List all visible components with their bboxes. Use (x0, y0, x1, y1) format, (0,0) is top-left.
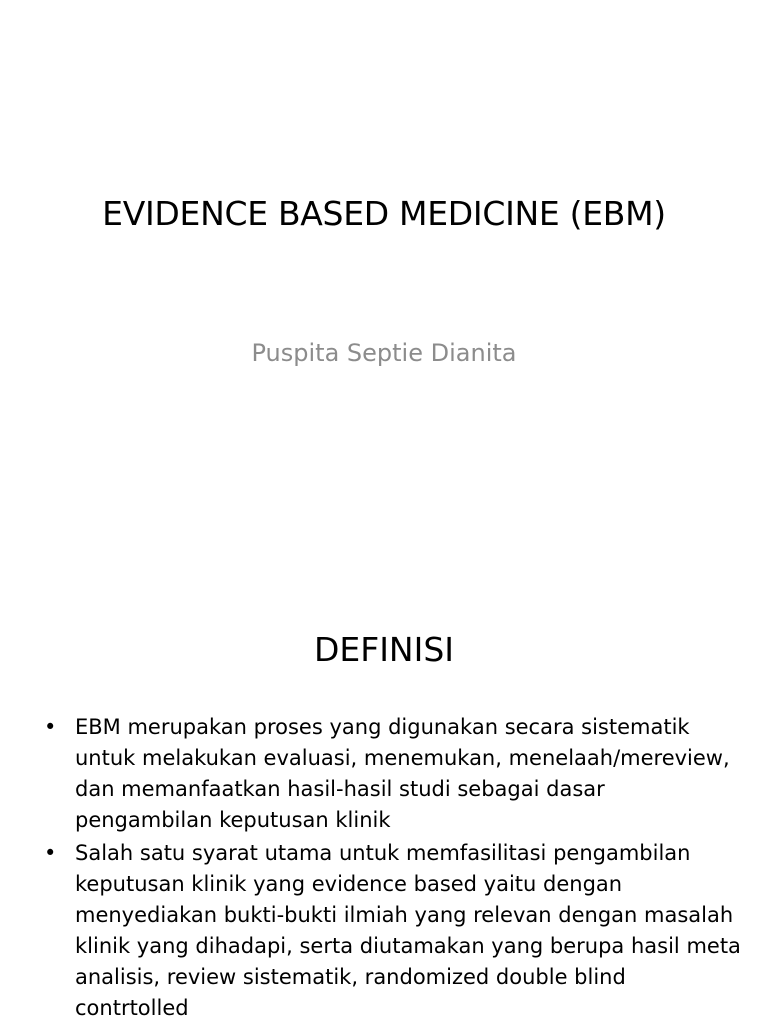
bullet-text: EBM merupakan proses yang digunakan secara sistematik untuk melakukan evaluasi, menemukan, menelaah/mereview, dan memanfaatkan hasil-hasil studi sebagai dasar pengambilan keputusan klinik (75, 715, 730, 832)
bullet-item (44, 712, 744, 836)
slide-heading: DEFINISI (313, 630, 455, 669)
bullet-icon: • (44, 715, 57, 739)
bullet-list (44, 712, 744, 1024)
bullet-icon: • (44, 841, 57, 865)
presentation-title: EVIDENCE BASED MEDICINE (EBM) (102, 194, 666, 233)
bullet-item (44, 838, 744, 1024)
definition-slide (0, 576, 768, 1024)
presentation-author: Puspita Septie Dianita (251, 339, 517, 367)
bullet-text: Salah satu syarat utama untuk memfasilitasi pengambilan keputusan klinik yang evidence based yaitu dengan menyediakan bukti-bukti ilmiah yang relevan dengan masalah klinik yang dihadapi, serta diutamakan yang berupa hasil meta analisis, review sistematik, randomized double blind contrtolled (75, 841, 741, 1020)
